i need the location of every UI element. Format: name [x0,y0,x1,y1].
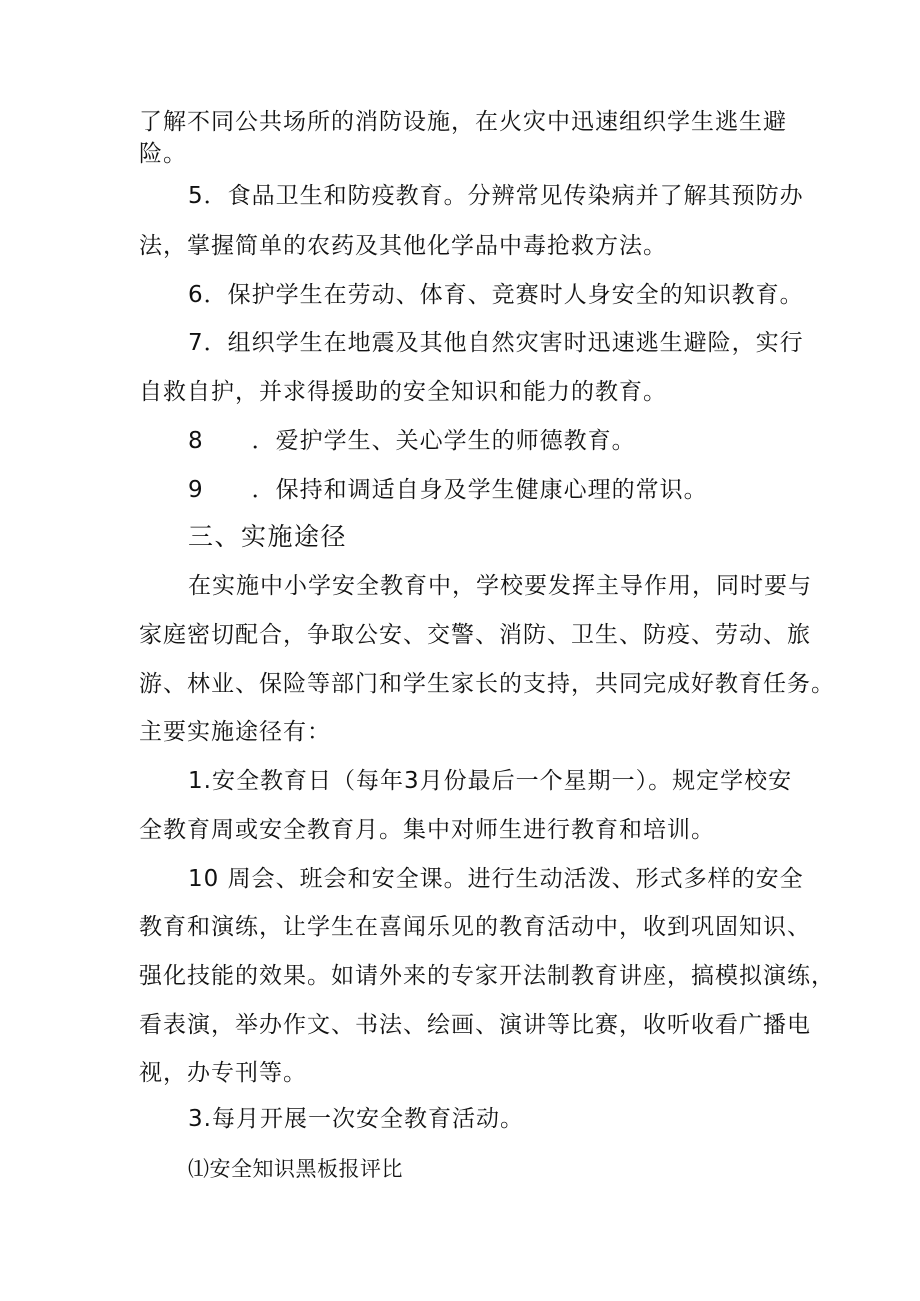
text-line: 6．保护学生在劳动、体育、竞赛时人身安全的知识教育。 [188,282,804,308]
section-heading: 三、实施途径 [188,522,348,551]
text-line: 5．食品卫生和防疫教育。分辨常见传染病并了解其预防办 [188,183,804,209]
text-line: 家庭密切配合，争取公安、交警、消防、卫生、防疫、劳动、旅 [139,622,811,648]
text-line: 自救自护，并求得援助的安全知识和能力的教育。 [139,379,667,405]
text-line: 主要实施途径有： [139,719,331,745]
text-line: 教育和演练，让学生在喜闻乐见的教育活动中，收到巩固知识、 [139,914,811,940]
text-line: 3.每月开展一次安全教育活动。 [188,1106,524,1132]
text-line: 法，掌握简单的农药及其他化学品中毒抢救方法。 [139,233,667,259]
text-line: 险。 [139,141,187,167]
text-line: ⑴安全知识黑板报评比 [188,1157,403,1181]
text-line: 全教育周或安全教育月。集中对师生进行教育和培训。 [139,817,715,843]
text-line: 强化技能的效果。如请外来的专家开法制教育讲座，搞模拟演练， [139,963,835,989]
text-line: 7．组织学生在地震及其他自然灾害时迅速逃生避险，实行 [188,330,804,356]
text-line: 了解不同公共场所的消防设施，在火灾中迅速组织学生逃生避 [139,109,787,135]
text-line: 10 周会、班会和安全课。进行生动活泼、形式多样的安全 [188,866,804,892]
text-line: 1.安全教育日（每年3月份最后一个星期一）。规定学校安 [188,768,793,794]
text-line: 游、林业、保险等部门和学生家长的支持，共同完成好教育任务。 [139,671,835,697]
text-line: 看表演，举办作文、书法、绘画、演讲等比赛，收听收看广播电 [139,1012,811,1038]
text-line: 9 ．保持和调适自身及学生健康心理的常识。 [188,477,708,503]
text-line: 在实施中小学安全教育中，学校要发挥主导作用，同时要与 [188,573,812,599]
text-line: 视，办专刊等。 [139,1060,307,1086]
text-line: 8 ．爱护学生、关心学生的师德教育。 [188,428,636,454]
